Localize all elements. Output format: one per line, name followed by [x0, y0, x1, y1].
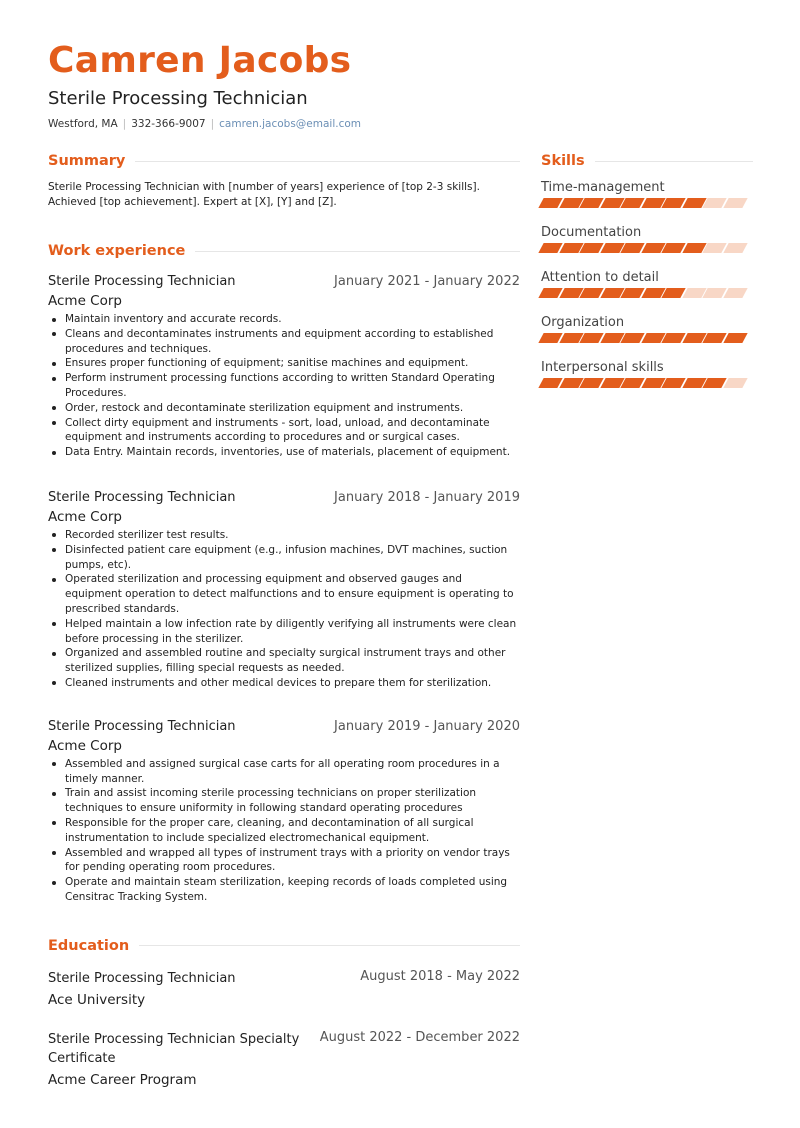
job-company: Acme Corp	[48, 293, 122, 309]
job-header	[48, 490, 520, 505]
job-dates: January 2021 - January 2022	[334, 274, 520, 289]
education-heading	[48, 935, 520, 957]
summary-text: Sterile Processing Technician with [number of years] experience of [top 2-3 skills]. Achieved [top achievement]. Expert at [X], [Y] and [Z].	[48, 181, 480, 208]
section-title: Skills	[541, 153, 585, 169]
education-list	[48, 969, 520, 1088]
skill-entry	[541, 270, 753, 298]
section-divider	[139, 945, 520, 946]
job-entry	[48, 719, 520, 905]
education-header	[48, 1030, 520, 1068]
education-degree: Sterile Processing Technician	[48, 970, 236, 986]
contact-separator: |	[122, 118, 127, 130]
education-school: Acme Career Program	[48, 1071, 197, 1088]
job-header	[48, 274, 520, 289]
skills-list	[541, 180, 753, 388]
summary-heading	[48, 150, 520, 172]
bullet-item: Helped maintain a low infection rate by diligently verifying all instruments were clean before processing in the sterilizer.	[48, 617, 520, 647]
job-company: Acme Corp	[48, 737, 122, 754]
resume-title: Sterile Processing Technician	[48, 88, 308, 109]
job-bullet-list	[48, 528, 520, 691]
bullet-item: Maintain inventory and accurate records.	[48, 312, 520, 327]
skill-level-bar	[541, 288, 753, 298]
skill-segment-filled	[723, 333, 747, 343]
section-title: Education	[48, 937, 130, 954]
skill-name: Organization	[541, 315, 625, 330]
skill-entry	[541, 225, 753, 253]
bullet-item: Cleans and decontaminates instruments and equipment according to established procedures and techniques.	[48, 327, 520, 357]
education-entry	[48, 1030, 520, 1088]
skill-entry	[541, 315, 753, 343]
education-header	[48, 969, 520, 988]
bullet-item: Order, restock and decontaminate sterilization equipment and instruments.	[48, 401, 520, 416]
skill-name: Documentation	[541, 225, 642, 240]
bullet-item: Collect dirty equipment and instruments - sort, load, unload, and decontaminate equipment and instruments according to procedures and or surgical cases.	[48, 416, 520, 446]
skill-name: Interpersonal skills	[541, 360, 664, 375]
bullet-item: Disinfected patient care equipment (e.g., infusion machines, DVT machines, suction pumps, etc).	[48, 543, 520, 573]
contact-phone: 332-366-9007	[131, 118, 206, 130]
resume-name: Camren Jacobs	[48, 40, 352, 81]
contact-separator: |	[210, 118, 215, 130]
skill-level-bar	[541, 198, 753, 208]
skill-entry	[541, 360, 753, 388]
job-dates: January 2018 - January 2019	[334, 489, 520, 505]
bullet-item: Assembled and assigned surgical case carts for all operating room procedures in a timely manner.	[48, 757, 520, 787]
bullet-item: Assembled and wrapped all types of instrument trays with a priority on vendor trays for pending operating room procedures.	[48, 846, 520, 876]
bullet-item: Operate and maintain steam sterilization, keeping records of loads completed using Censitrac Tracking System.	[48, 875, 520, 905]
skills-heading	[541, 150, 753, 172]
job-title: Sterile Processing Technician	[48, 718, 236, 734]
bullet-item: Cleaned instruments and other medical devices to prepare them for sterilization.	[48, 676, 520, 691]
section-title: Work experience	[48, 243, 186, 259]
section-title: Summary	[48, 153, 126, 169]
job-entry	[48, 490, 520, 691]
section-divider	[595, 161, 753, 162]
job-bullet-list	[48, 312, 520, 460]
bullet-item: Operated sterilization and processing equipment and observed gauges and equipment operation to detect malfunctions and to ensure equipment is operating to prescribed standards.	[48, 572, 520, 616]
skill-segment-empty	[723, 378, 747, 388]
main-column	[48, 150, 520, 1088]
bullet-item: Train and assist incoming sterile processing technicians on proper sterilization techniques to ensure uniformity in following standard operating procedures	[48, 786, 520, 816]
education-dates: August 2018 - May 2022	[360, 968, 520, 984]
bullet-item: Responsible for the proper care, cleaning, and decontamination of all surgical instrumentation to include specialized electromechanical equipment.	[48, 816, 520, 846]
bullet-item: Organized and assembled routine and specialty surgical instrument trays and other sterilized supplies, filling special requests as needed.	[48, 646, 520, 676]
education-degree: Sterile Processing Technician Specialty Certificate	[48, 1031, 300, 1066]
job-entry	[48, 274, 520, 460]
sidebar-column	[541, 150, 753, 388]
bullet-item: Data Entry. Maintain records, inventories, use of materials, placement of equipment.	[48, 445, 520, 460]
skill-segment-empty	[723, 243, 747, 253]
skill-level-bar	[541, 243, 753, 253]
skill-entry	[541, 180, 753, 208]
bullet-item: Ensures proper functioning of equipment; sanitise machines and equipment.	[48, 356, 520, 371]
skill-level-bar	[541, 378, 753, 388]
job-header	[48, 719, 520, 734]
work-heading	[48, 240, 520, 262]
contact-line	[48, 118, 361, 130]
section-divider	[195, 251, 520, 252]
bullet-item: Recorded sterilizer test results.	[48, 528, 520, 543]
job-title: Sterile Processing Technician	[48, 274, 236, 289]
job-company: Acme Corp	[48, 508, 122, 525]
education-school: Ace University	[48, 991, 146, 1008]
skill-name: Time-management	[541, 180, 665, 195]
job-bullet-list	[48, 757, 520, 905]
job-title: Sterile Processing Technician	[48, 489, 236, 505]
work-list	[48, 274, 520, 905]
job-dates: January 2019 - January 2020	[334, 718, 520, 734]
skill-segment-empty	[723, 198, 747, 208]
contact-location: Westford, MA	[48, 118, 118, 130]
skill-segment-empty	[723, 288, 747, 298]
education-dates: August 2022 - December 2022	[319, 1029, 520, 1045]
contact-email-link[interactable]: camren.jacobs@email.com	[219, 118, 362, 130]
section-divider	[135, 161, 520, 162]
education-entry	[48, 969, 520, 1008]
skill-name: Attention to detail	[541, 270, 659, 285]
bullet-item: Perform instrument processing functions according to written Standard Operating Procedures.	[48, 371, 520, 401]
skill-level-bar	[541, 333, 753, 343]
